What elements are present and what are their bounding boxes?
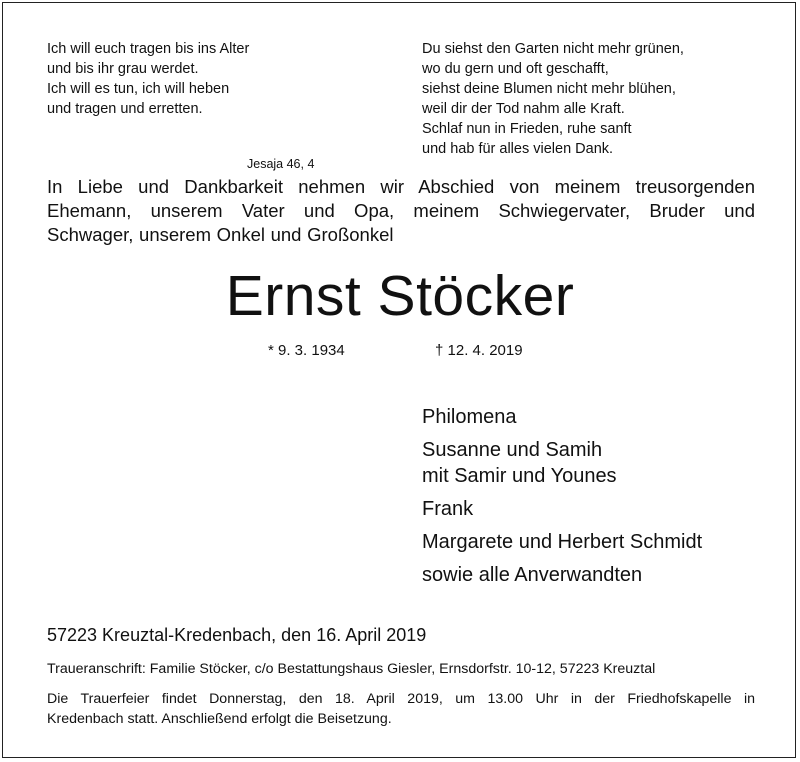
bible-verse-line: Ich will es tun, ich will heben (47, 81, 230, 97)
mourner-name: sowie alle Anverwandten (422, 564, 643, 586)
poem-line: weil dir der Tod nahm alle Kraft. (422, 101, 625, 117)
bible-verse (47, 39, 337, 171)
funeral-details-line: Die Trauerfeier findet Donnerstag, den 18. April 2019, um 13.00 Uhr in der Friedhofskapelle in (47, 691, 755, 707)
death-date: † 12. 4. 2019 (435, 342, 523, 359)
bible-verse-line: und tragen und erretten. (47, 101, 203, 117)
poem-line: und hab für alles vielen Dank. (422, 141, 614, 157)
intro-line: Ehemann, unserem Vater und Opa, meinem Schwiegervater, Bruder und (47, 200, 755, 221)
poem-line: Du siehst den Garten nicht mehr grünen, (422, 41, 684, 57)
intro-line: In Liebe und Dankbarkeit nehmen wir Abschied von meinem treusorgenden (47, 176, 755, 197)
mourners-list (422, 404, 782, 588)
mourner-name: Frank (422, 498, 474, 520)
deceased-name: Ernst Stöcker (225, 264, 575, 328)
poem-line: wo du gern und oft geschafft, (422, 61, 609, 77)
bible-verse-line: Ich will euch tragen bis ins Alter (47, 41, 250, 57)
bible-verse-line: und bis ihr grau werdet. (47, 61, 199, 77)
mourner-name: Philomena (422, 406, 517, 428)
mourning-address: Traueranschrift: Familie Stöcker, c/o Bestattungshaus Giesler, Ernsdorfstr. 10-12, 57223 Kreuztal (47, 661, 656, 677)
mourner-name: Margarete und Herbert Schmidt (422, 531, 703, 553)
intro-line: Schwager, unserem Onkel und Großonkel (47, 224, 394, 245)
poem-line: Schlaf nun in Frieden, ruhe sanft (422, 121, 632, 137)
mourner-name: Susanne und Samih (422, 439, 603, 461)
place-and-date: 57223 Kreuztal-Kredenbach, den 16. April 2019 (47, 625, 427, 645)
poem-line: siehst deine Blumen nicht mehr blühen, (422, 81, 676, 97)
farewell-intro (47, 175, 755, 247)
funeral-details-line: Kredenbach statt. Anschließend erfolgt die Beisetzung. (47, 711, 392, 727)
birth-date: * 9. 3. 1934 (268, 342, 345, 359)
funeral-details (47, 689, 755, 729)
bible-verse-reference: Jesaja 46, 4 (247, 157, 315, 171)
memorial-poem (422, 39, 762, 159)
mourner-name: mit Samir und Younes (422, 465, 617, 487)
